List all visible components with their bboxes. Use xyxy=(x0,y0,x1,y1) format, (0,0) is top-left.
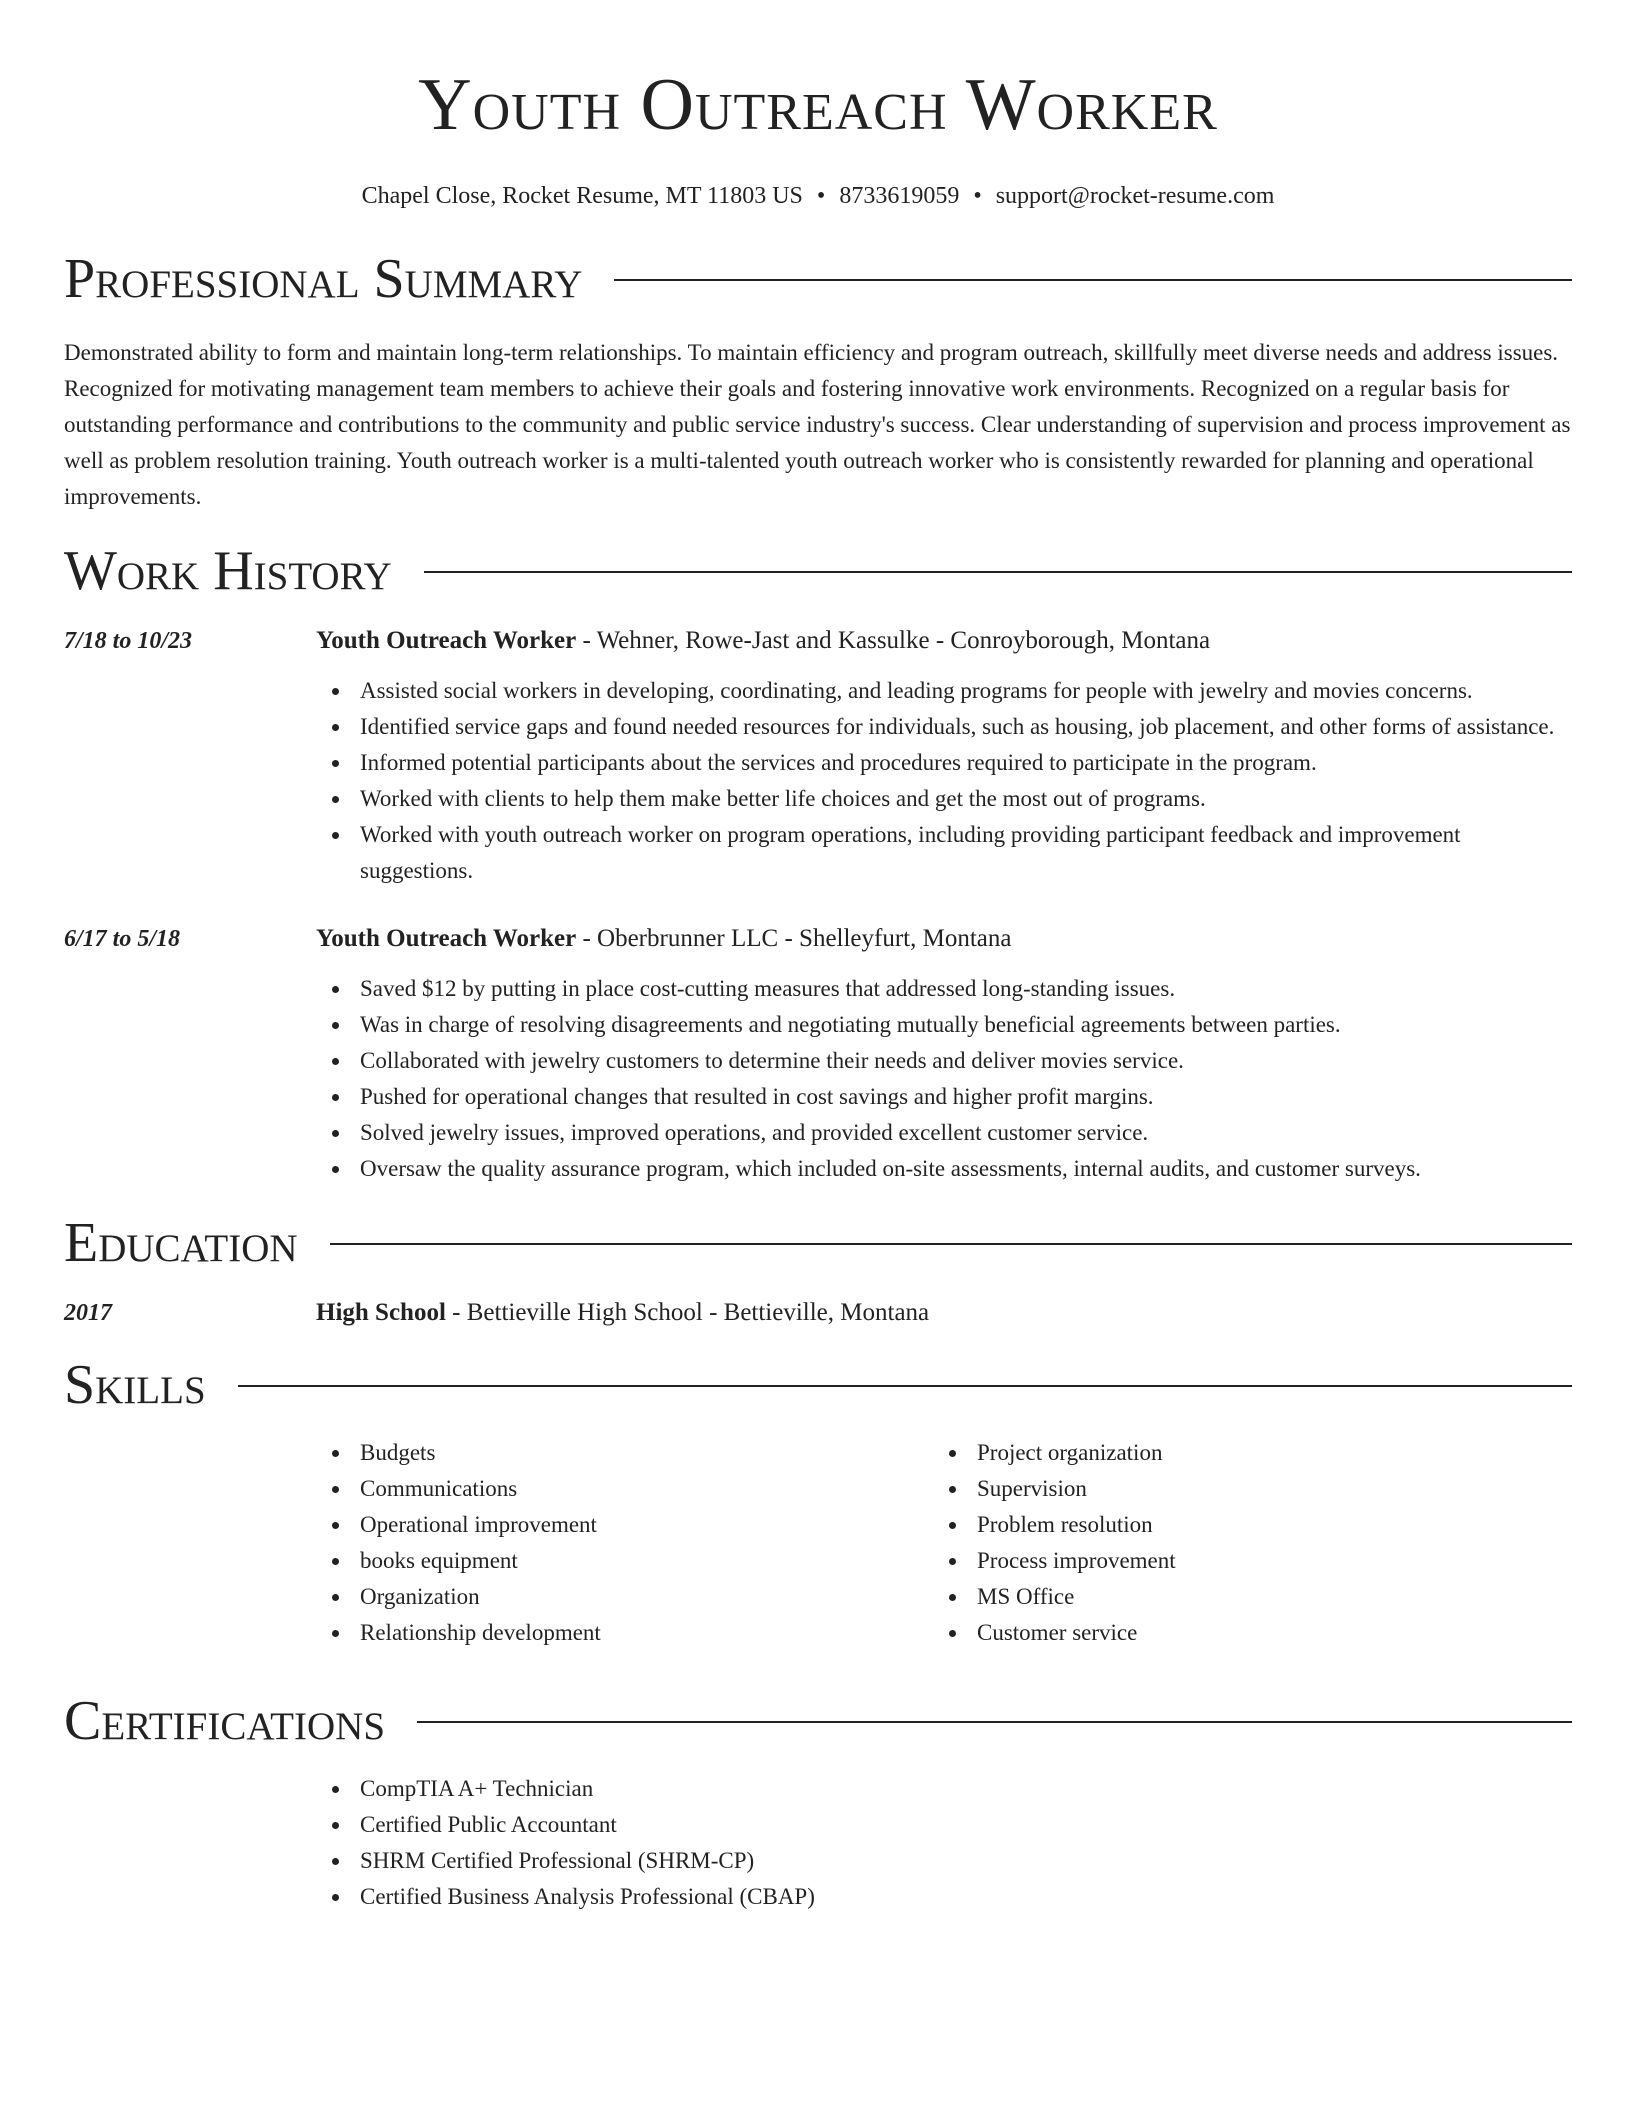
section-heading: Skills xyxy=(64,1354,206,1416)
education-degree: High School xyxy=(316,1299,446,1326)
job-title: Youth Outreach Worker xyxy=(316,925,577,952)
contact-line xyxy=(64,179,1572,213)
contact-email[interactable]: support@rocket-resume.com xyxy=(995,183,1275,209)
section-heading: Work History xyxy=(64,540,392,602)
list-item: Certified Business Analysis Professional (CBAP) xyxy=(316,1879,1572,1915)
section-work-header xyxy=(64,533,1572,609)
list-item: CompTIA A+ Technician xyxy=(316,1771,1572,1807)
list-item: Budgets xyxy=(316,1435,933,1471)
skills-list-right xyxy=(933,1435,1550,1651)
contact-separator: • xyxy=(816,183,826,209)
certifications-list xyxy=(316,1771,1572,1915)
list-item: Project organization xyxy=(933,1435,1550,1471)
job-details: - Wehner, Rowe-Jast and Kassulke - Conroyborough, Montana xyxy=(576,627,1211,654)
section-divider xyxy=(417,1721,1572,1723)
list-item: Certified Public Accountant xyxy=(316,1807,1572,1843)
section-heading: Education xyxy=(64,1212,298,1274)
section-skills-header xyxy=(64,1347,1572,1423)
section-summary-header xyxy=(64,241,1572,317)
section-education-header xyxy=(64,1205,1572,1281)
list-item: Solved jewelry issues, improved operations, and provided excellent customer service. xyxy=(316,1115,1572,1151)
job-entry xyxy=(64,921,1572,1187)
education-line xyxy=(316,1295,929,1331)
resume-page xyxy=(64,0,1572,1915)
job-title-line xyxy=(316,921,1012,957)
job-dates: 7/18 to 10/23 xyxy=(64,628,193,654)
section-divider xyxy=(424,571,1572,573)
section-divider xyxy=(330,1243,1572,1245)
list-item: Collaborated with jewelry customers to determine their needs and deliver movies service. xyxy=(316,1043,1572,1079)
section-divider xyxy=(614,279,1572,281)
education-entry xyxy=(64,1295,1572,1331)
list-item: Worked with clients to help them make better life choices and get the most out of programs. xyxy=(316,781,1572,817)
summary-text: Demonstrated ability to form and maintain long-term relationships. To maintain efficiency and program outreach, skillfully meet diverse needs and address issues. Recognized for motivating management team members to achieve their goals and fostering innovative work environments. Recognized on a regular basis for outstanding performance and contributions to the community and public service industry's success. Clear understanding of supervision and process improvement as well as problem resolution training. Youth outreach worker is a multi-talented youth outreach worker who is consistently rewarded for planning and operational improvements. xyxy=(64,340,1571,509)
list-item: Identified service gaps and found needed resources for individuals, such as housing, job placement, and other forms of assistance. xyxy=(316,709,1572,745)
list-item: Pushed for operational changes that resulted in cost savings and higher profit margins. xyxy=(316,1079,1572,1115)
section-heading: Certifications xyxy=(64,1690,386,1752)
list-item: Relationship development xyxy=(316,1615,933,1651)
list-item: Communications xyxy=(316,1471,933,1507)
list-item: Process improvement xyxy=(933,1543,1550,1579)
list-item: Was in charge of resolving disagreements and negotiating mutually beneficial agreements between parties. xyxy=(316,1007,1572,1043)
contact-address: Chapel Close, Rocket Resume, MT 11803 US xyxy=(361,183,803,209)
list-item: Oversaw the quality assurance program, which included on-site assessments, internal audits, and customer surveys. xyxy=(316,1151,1572,1187)
list-item: Problem resolution xyxy=(933,1507,1550,1543)
section-heading: Professional Summary xyxy=(64,248,583,310)
job-entry xyxy=(64,623,1572,889)
resume-name: Youth Outreach Worker xyxy=(418,64,1218,146)
list-item: Organization xyxy=(316,1579,933,1615)
job-bullets xyxy=(316,673,1572,889)
list-item: Customer service xyxy=(933,1615,1550,1651)
list-item: SHRM Certified Professional (SHRM-CP) xyxy=(316,1843,1572,1879)
job-title-line xyxy=(316,623,1210,659)
contact-phone: 8733619059 xyxy=(839,183,960,209)
job-header xyxy=(64,623,1572,659)
section-certifications-header xyxy=(64,1683,1572,1759)
skills-list-left xyxy=(316,1435,933,1651)
section-divider xyxy=(238,1385,1572,1387)
job-details: - Oberbrunner LLC - Shelleyfurt, Montana xyxy=(576,925,1012,952)
list-item: Saved $12 by putting in place cost-cutting measures that addressed long-standing issues. xyxy=(316,971,1572,1007)
job-dates: 6/17 to 5/18 xyxy=(64,926,181,952)
skills-columns xyxy=(316,1435,1572,1651)
list-item: Supervision xyxy=(933,1471,1550,1507)
education-details: - Bettieville High School - Bettieville, Montana xyxy=(445,1299,930,1326)
job-title: Youth Outreach Worker xyxy=(316,627,577,654)
education-year: 2017 xyxy=(64,1300,112,1326)
contact-separator: • xyxy=(973,183,982,209)
list-item: Worked with youth outreach worker on program operations, including providing participant feedback and improvement suggestions. xyxy=(316,817,1572,889)
list-item: Operational improvement xyxy=(316,1507,933,1543)
list-item: Informed potential participants about the services and procedures required to participate in the program. xyxy=(316,745,1572,781)
list-item: MS Office xyxy=(933,1579,1550,1615)
list-item: books equipment xyxy=(316,1543,933,1579)
list-item: Assisted social workers in developing, coordinating, and leading programs for people with jewelry and movies concerns. xyxy=(316,673,1572,709)
job-bullets xyxy=(316,971,1572,1187)
job-header xyxy=(64,921,1572,957)
